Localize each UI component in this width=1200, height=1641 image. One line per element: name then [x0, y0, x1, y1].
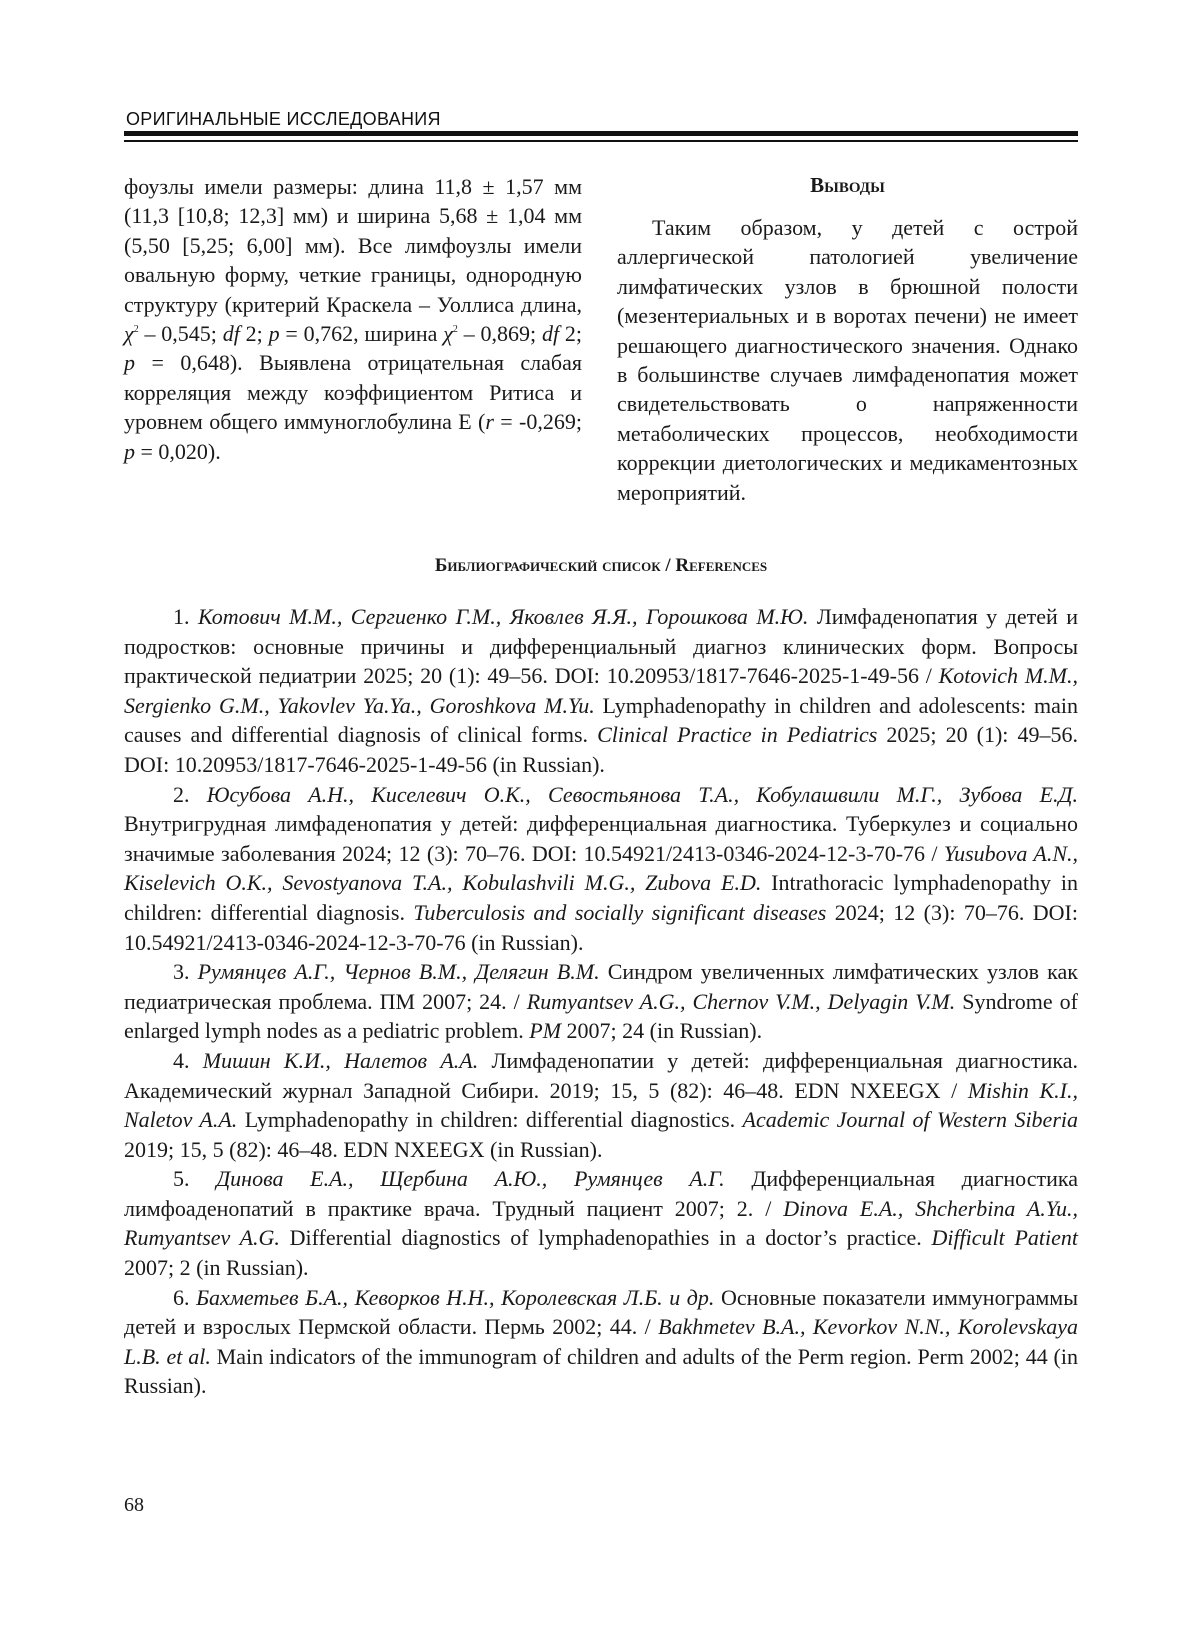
header-rule-thin	[124, 140, 1078, 142]
page-number: 68	[124, 1494, 144, 1516]
conclusions-heading: Выводы	[810, 173, 885, 197]
reference-item: 3. Румянцев А.Г., Чернов В.М., Делягин В.М. Синдром увеличенных лимфатических узлов как педиатрическая проблема. ПМ 2007; 24. / Rumyantsev A.G., Chernov V.M., Delyagin V.M. Syndrome of enlarged lymph nodes as a pediatric problem. PM 2007; 24 (in Russian).	[124, 959, 1078, 1044]
reference-item: 4. Мишин К.И., Налетов А.А. Лимфаденопатии у детей: дифференциальная диагностика. Академический журнал Западной Сибири. 2019; 15, 5 (82): 46–48. EDN NXEEGX / Mishin K.I., Naletov A.A. Lymphadenopathy in children: differential diagnostics. Academic Journal of Western Siberia 2019; 15, 5 (82): 46–48. EDN NXEEGX (in Russian).	[124, 1047, 1079, 1162]
reference-item: 6. Бахметьев Б.А., Кеворков Н.Н., Королевская Л.Б. и др. Основные показатели иммунограммы детей и взрослых Пермской области. Пермь 2002; 44. / Bakhmetev B.A., Kevorkov N.N., Korolevskaya L.B. et al. Main indicators of the immunogram of children and adults of the Perm region. Perm 2002; 44 (in Russian).	[124, 1284, 1078, 1399]
header-rule-thick	[124, 131, 1078, 136]
conclusions-paragraph: Таким образом, у детей с острой аллергической патологией увеличение лимфатических узлов в брюшной полости (мезентериальных и в воротах печени) не имеет решающего диагностического значения. Однако в большинстве случаев лимфаденопатия может свидетельствовать о напряженности метаболических процессов, необходимости коррекции диетологических и медикаментозных мероприятий.	[617, 215, 1078, 505]
left-column	[124, 172, 582, 466]
references-heading: Библиографический список / References	[434, 555, 768, 576]
references-list	[124, 602, 1078, 1401]
reference-item: 1. Котович М.М., Сергиенко Г.М., Яковлев Я.Я., Горошкова М.Ю. Лимфаденопатия у детей и подростков: основные причины и дифференциальный диагноз клинических форм. Вопросы практической педиатрии 2025; 20 (1): 49–56. DOI: 10.20953/1817-7646-2025-1-49-56 / Kotovich M.M., Sergienko G.M., Yakovlev Ya.Ya., Goroshkova M.Yu. Lymphadenopathy in children and adolescents: main causes and differential diagnosis of clinical forms. Clinical Practice in Pediatrics 2025; 20 (1): 49–56. DOI: 10.20953/1817-7646-2025-1-49-56 (in Russian).	[124, 604, 1079, 777]
reference-item: 2. Юсубова А.Н., Киселевич О.К., Севостьянова Т.А., Кобулашвили М.Г., Зубова Е.Д. Внутригрудная лимфаденопатия у детей: дифференциальная диагностика. Туберкулез и социально значимые заболевания 2024; 12 (3): 70–76. DOI: 10.54921/2413-0346-2024-12-3-70-76 / Yusubova A.N., Kiselevich O.K., Sevostyanova T.A., Kobulashvili M.G., Zubova E.D. Intrathoracic lymphadenopathy in children: differential diagnosis. Tuberculosis and socially significant diseases 2024; 12 (3): 70–76. DOI: 10.54921/2413-0346-2024-12-3-70-76 (in Russian).	[124, 781, 1079, 955]
running-head-section-title: ОРИГИНАЛЬНЫЕ ИССЛЕДОВАНИЯ	[126, 109, 441, 129]
results-paragraph: фоузлы имели размеры: длина 11,8 ± 1,57 мм (11,3 [10,8; 12,3] мм) и ширина 5,68 ± 1,04 мм (5,50 [5,25; 6,00] мм). Все лимфоузлы имели овальную форму, четкие границы, однородную структуру (критерий Краскела – Уоллиса длина, $\chi^2 - 0,545$; df 2; p = 0,762, ширина $\chi^2 - 0,869$; df 2; p = 0,648). Выявлена отрицательная слабая корреляция между коэффициентом Ритиса и уровнем общего иммуноглобулина Е (r = -0,269; p = 0,020).	[124, 174, 582, 464]
right-column	[617, 172, 1078, 507]
reference-item: 5. Динова Е.А., Щербина А.Ю., Румянцев А.Г. Дифференциальная диагностика лимфоаденопатий в практике врача. Трудный пациент 2007; 2. / Dinova E.A., Shcherbina A.Yu., Rumyantsev A.G. Differential diagnostics of lymphadenopathies in a doctor’s practice. Difficult Patient 2007; 2 (in Russian).	[124, 1166, 1078, 1281]
